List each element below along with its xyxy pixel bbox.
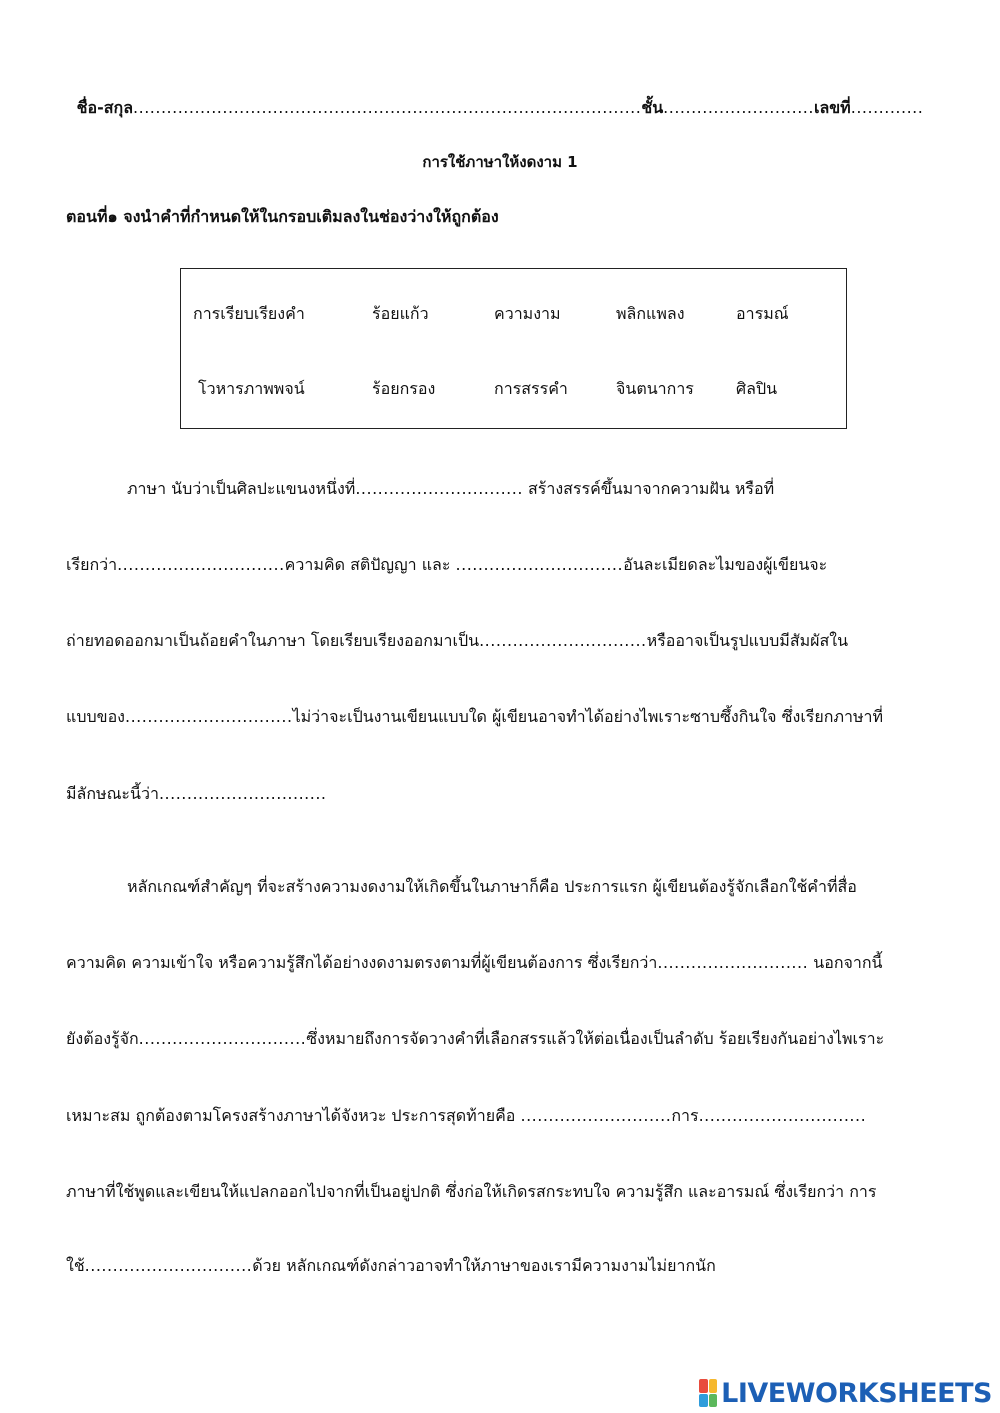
class-field[interactable]: ........................... xyxy=(663,98,814,117)
blank-7[interactable]: ........................... xyxy=(657,953,809,972)
number-field[interactable]: ............. xyxy=(850,98,924,117)
blank-1[interactable]: .............................. xyxy=(355,479,523,498)
text-segment: ซึ่งหมายถึงการจัดวางคำที่เลือกสรรแล้วให้ต่อเนื่องเป็นลำดับ ร้อยเรียงกันอย่างไพเราะ xyxy=(306,1029,885,1048)
paragraph1-line3 xyxy=(66,629,848,654)
paragraph2-line2 xyxy=(66,951,883,976)
word-bank-item: จินตนาการ xyxy=(616,379,694,398)
worksheet-title: การใช้ภาษาให้งดงาม 1 xyxy=(422,153,578,171)
text-segment: หรืออาจเป็นรูปแบบมีสัมผัสใน xyxy=(646,631,849,650)
text-segment: ใช้ xyxy=(66,1256,85,1275)
blank-8[interactable]: .............................. xyxy=(138,1029,307,1048)
paragraph2-line4 xyxy=(66,1104,866,1129)
text-segment: การ xyxy=(671,1106,699,1125)
text-segment: แบบของ xyxy=(66,707,125,726)
word-bank-item: ร้อยกรอง xyxy=(372,379,436,398)
class-label: ชั้น xyxy=(641,98,664,117)
blank-2[interactable]: .............................. xyxy=(117,555,285,574)
word-bank-item: การสรรคำ xyxy=(494,379,568,398)
name-field[interactable]: ........................................................................................... xyxy=(133,98,642,117)
word-bank-item: อารมณ์ xyxy=(736,304,789,323)
paragraph1-line2 xyxy=(66,553,827,578)
text-segment: ยังต้องรู้จัก xyxy=(66,1029,139,1048)
paragraph1-line1 xyxy=(127,477,774,502)
liveworksheets-logo xyxy=(699,1376,992,1410)
text-segment: อันละเมียดละไมของผู้เขียนจะ xyxy=(623,555,828,574)
liveworksheets-logo-text: LIVEWORKSHEETS xyxy=(721,1377,992,1409)
word-bank-item: พลิกแพลง xyxy=(616,304,685,323)
paragraph2-line6 xyxy=(66,1254,716,1279)
blank-9[interactable]: ........................... xyxy=(520,1106,672,1125)
paragraph2-line3 xyxy=(66,1027,884,1052)
text-segment: สร้างสรรค์ขึ้นมาจากความฝัน หรือที่ xyxy=(522,479,775,498)
paragraph2-line5 xyxy=(66,1180,876,1205)
word-bank-item: ความงาม xyxy=(494,304,561,323)
text-segment: มีลักษณะนี้ว่า xyxy=(66,784,159,803)
text-segment: ความคิด สติปัญญา และ xyxy=(284,555,456,574)
word-bank-item: โวหารภาพพจน์ xyxy=(198,379,305,398)
blank-6[interactable]: .............................. xyxy=(158,784,327,803)
paragraph1-line4 xyxy=(66,705,883,730)
blank-4[interactable]: .............................. xyxy=(479,631,647,650)
text-segment: ถ่ายทอดออกมาเป็นถ้อยคำในภาษา โดยเรียบเรียงออกมาเป็น xyxy=(66,631,480,650)
number-label: เลขที่ xyxy=(813,98,851,117)
logo-icon-cell xyxy=(699,1379,708,1393)
paragraph1-line5 xyxy=(66,782,327,807)
word-bank-item: การเรียบเรียงคำ xyxy=(193,304,305,323)
logo-icon-cell xyxy=(709,1379,718,1393)
text-segment: ภาษา นับว่าเป็นศิลปะแขนงหนึ่งที่ xyxy=(127,479,356,498)
blank-5[interactable]: .............................. xyxy=(124,707,293,726)
text-segment: ความคิด ความเข้าใจ หรือความรู้สึกได้อย่างงดงามตรงตามที่ผู้เขียนต้องการ ซึ่งเรียกว่า xyxy=(66,953,658,972)
word-bank-item: ศิลปิน xyxy=(736,379,778,398)
paragraph2-line1 xyxy=(127,875,857,900)
name-label: ชื่อ-สกุล xyxy=(76,98,134,117)
instruction-text: ตอนที่๑ จงนำคำที่กำหนดให้ในกรอบเติมลงในช่องว่างให้ถูกต้อง xyxy=(66,207,499,226)
text-segment: เรียกว่า xyxy=(66,555,118,574)
logo-icon-cell xyxy=(699,1394,708,1408)
blank-10[interactable]: .............................. xyxy=(698,1106,867,1125)
blank-3[interactable]: .............................. xyxy=(455,555,624,574)
word-bank-box xyxy=(180,268,847,429)
text-segment: หลักเกณฑ์สำคัญๆ ที่จะสร้างความงดงามให้เกิดขึ้นในภาษาก็คือ ประการแรก ผู้เขียนต้องรู้จักเลือกใช้คำที่สื่อ xyxy=(127,877,857,896)
student-info-header xyxy=(0,96,1000,121)
word-bank-item: ร้อยแก้ว xyxy=(372,304,429,323)
text-segment: เหมาะสม ถูกต้องตามโครงสร้างภาษาได้จังหวะ ประการสุดท้ายคือ xyxy=(66,1106,521,1125)
logo-icon-cell xyxy=(709,1394,718,1408)
text-segment: นอกจากนี้ xyxy=(808,953,883,972)
text-segment: ภาษาที่ใช้พูดและเขียนให้แปลกออกไปจากที่เป็นอยู่ปกติ ซึ่งก่อให้เกิดรสกระทบใจ ความรู้สึก และอารมณ์ ซึ่งเรียกว่า การ xyxy=(66,1182,877,1201)
text-segment: ไม่ว่าจะเป็นงานเขียนแบบใด ผู้เขียนอาจทำได้อย่างไพเราะซาบซึ้งกินใจ ซึ่งเรียกภาษาที่ xyxy=(292,707,884,726)
text-segment: ด้วย หลักเกณฑ์ดังกล่าวอาจทำให้ภาษาของเรามีความงามไม่ยากนัก xyxy=(252,1256,716,1275)
blank-11[interactable]: .............................. xyxy=(84,1256,253,1275)
liveworksheets-icon xyxy=(699,1379,717,1407)
